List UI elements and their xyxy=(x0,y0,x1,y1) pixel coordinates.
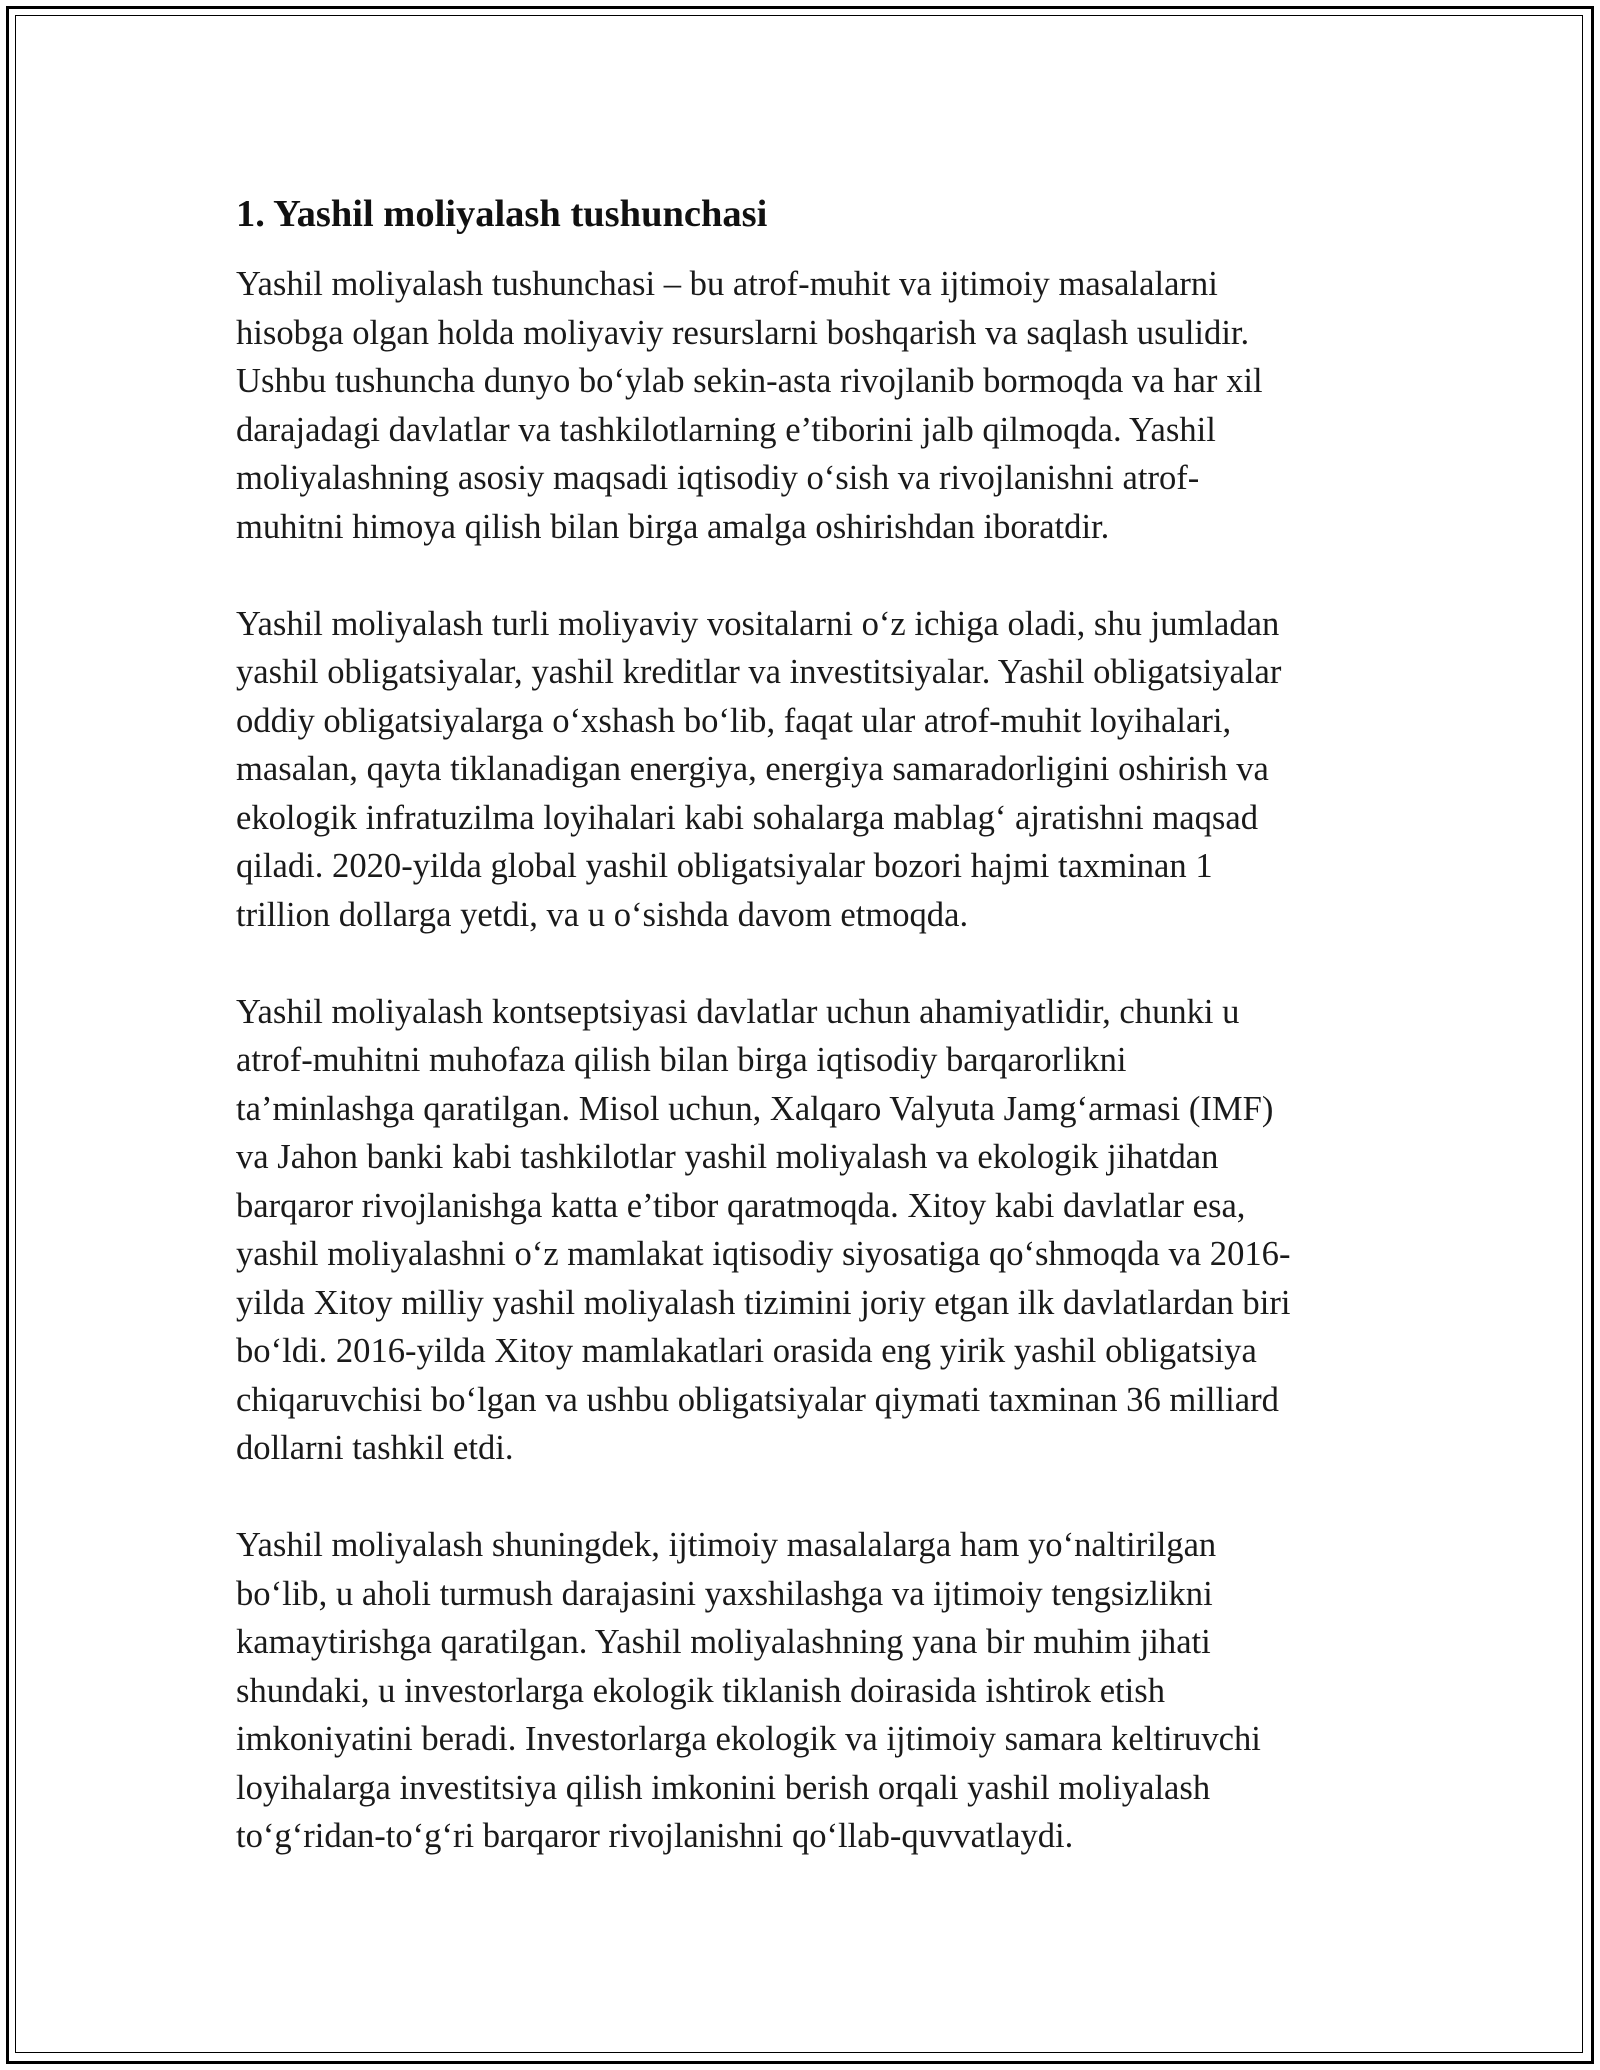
paragraph-3 xyxy=(236,988,1366,1473)
text-line: darajadagi davlatlar va tashkilotlarning e’tiborini jalb qilmoqda. Yashil xyxy=(236,410,1216,449)
text-line: kamaytirishga qaratilgan. Yashil moliyalashning yana bir muhim jihati xyxy=(236,1623,1211,1661)
text-line: atrof-muhitni muhofaza qilish bilan birga iqtisodiy barqarorlikni xyxy=(236,1041,1127,1079)
paragraph-4 xyxy=(236,1521,1366,1861)
text-line: chiqaruvchisi bo‘lgan va ushbu obligatsiyalar qiymati taxminan 36 milliard xyxy=(236,1380,1279,1419)
text-line: bo‘lib, u aholi turmush darajasini yaxshilashga va ijtimoiy tengsizlikni xyxy=(236,1574,1213,1613)
text-line: loyihalarga investitsiya qilish imkonini berish orqali yashil moliyalash xyxy=(236,1768,1211,1807)
text-line: ekologik infratuzilma loyihalari kabi sohalarga mablag‘ ajratishni maqsad xyxy=(236,798,1258,837)
text-line: hisobga olgan holda moliyaviy resurslarni boshqarish va saqlash usulidir. xyxy=(236,313,1250,352)
text-line: bo‘ldi. 2016-yilda Xitoy mamlakatlari orasida eng yirik yashil obligatsiya xyxy=(236,1332,1257,1370)
text-line: imkoniyatini beradi. Investorlarga ekologik va ijtimoiy samara keltiruvchi xyxy=(236,1720,1261,1758)
text-line: Yashil moliyalash shuningdek, ijtimoiy masalalarga ham yo‘naltirilgan xyxy=(236,1526,1217,1564)
text-line: barqaror rivojlanishga katta e’tibor qaratmoqda. Xitoy kabi davlatlar esa, xyxy=(236,1186,1246,1225)
paragraph-2 xyxy=(236,600,1366,940)
text-line: dollarni tashkil etdi. xyxy=(236,1429,514,1467)
text-line: moliyalashning asosiy maqsadi iqtisodiy o‘sish va rivojlanishni atrof- xyxy=(236,459,1200,497)
text-line: oddiy obligatsiyalarga o‘xshash bo‘lib, faqat ular atrof-muhit loyihalari, xyxy=(236,701,1232,740)
text-line: masalan, qayta tiklanadigan energiya, energiya samaradorligini oshirish va xyxy=(236,750,1269,788)
text-line: muhitni himoya qilish bilan birga amalga oshirishdan iboratdir. xyxy=(236,507,1110,546)
text-line: yashil obligatsiyalar, yashil kreditlar va investitsiyalar. Yashil obligatsiyalar xyxy=(236,653,1282,691)
text-line: ta’minlashga qaratilgan. Misol uchun, Xalqaro Valyuta Jamg‘armasi (IMF) xyxy=(236,1089,1274,1128)
text-line: Ushbu tushuncha dunyo bo‘ylab sekin-asta rivojlanib bormoqda va har xil xyxy=(236,362,1263,400)
section-heading: 1. Yashil moliyalash tushunchasi xyxy=(236,193,768,235)
paragraph-1 xyxy=(236,260,1366,551)
text-line: qiladi. 2020-yilda global yashil obligatsiyalar bozori hajmi taxminan 1 xyxy=(236,847,1213,885)
text-line: shundaki, u investorlarga ekologik tiklanish doirasida ishtirok etish xyxy=(236,1671,1166,1710)
text-line: va Jahon banki kabi tashkilotlar yashil moliyalash va ekologik jihatdan xyxy=(236,1138,1219,1176)
text-line: Yashil moliyalash tushunchasi – bu atrof-muhit va ijtimoiy masalalarni xyxy=(236,265,1218,303)
text-line: to‘g‘ridan-to‘g‘ri barqaror rivojlanishni qo‘llab-quvvatlaydi. xyxy=(236,1817,1074,1855)
document-body xyxy=(236,184,1366,1909)
text-line: yilda Xitoy milliy yashil moliyalash tizimini joriy etgan ilk davlatlardan biri xyxy=(236,1283,1291,1322)
text-line: Yashil moliyalash turli moliyaviy vositalarni o‘z ichiga oladi, shu jumladan xyxy=(236,604,1280,643)
text-line: trillion dollarga yetdi, va u o‘sishda davom etmoqda. xyxy=(236,895,969,934)
text-line: Yashil moliyalash kontseptsiyasi davlatlar uchun ahamiyatlidir, chunki u xyxy=(236,992,1240,1031)
text-line: yashil moliyalashni o‘z mamlakat iqtisodiy siyosatiga qo‘shmoqda va 2016- xyxy=(236,1235,1291,1273)
